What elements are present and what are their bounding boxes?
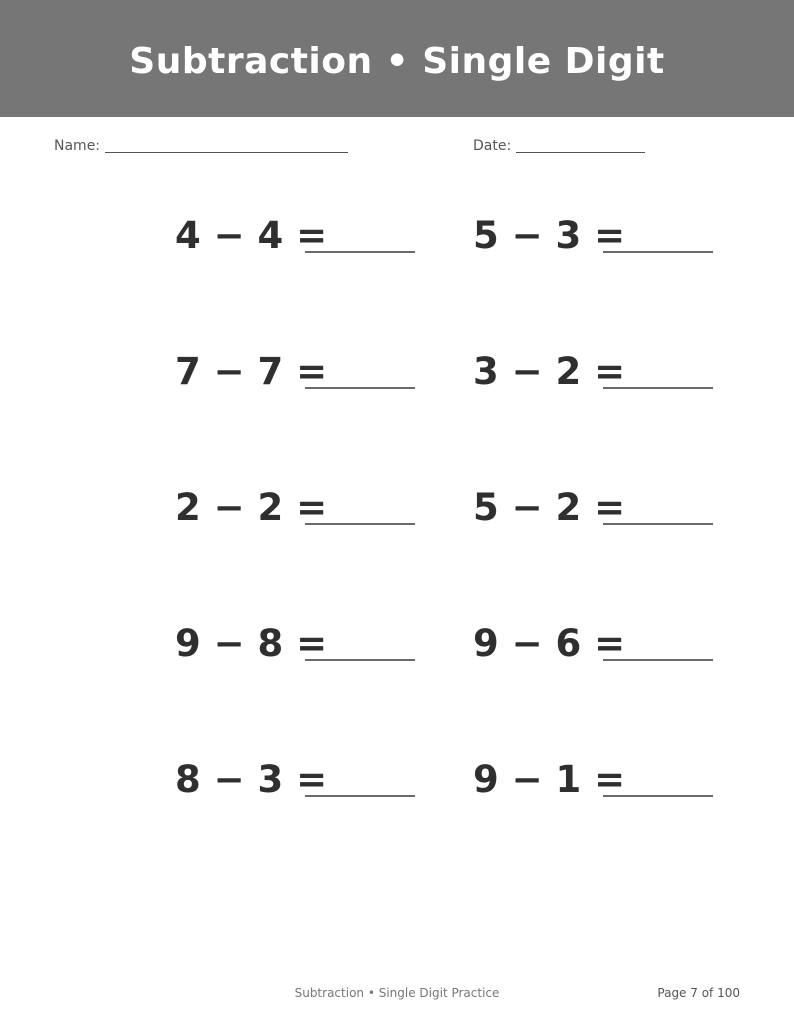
answer-line[interactable]	[603, 251, 713, 253]
problem-expression: 5 − 3 =	[473, 214, 626, 257]
problem-expression: 8 − 3 =	[175, 758, 328, 801]
answer-line[interactable]	[305, 659, 415, 661]
name-input-line[interactable]	[105, 138, 348, 153]
problem-expression: 7 − 7 =	[175, 350, 328, 393]
answer-line[interactable]	[603, 523, 713, 525]
answer-line[interactable]	[305, 387, 415, 389]
answer-line[interactable]	[305, 795, 415, 797]
footer-title: Subtraction • Single Digit Practice	[294, 986, 500, 1000]
problem-expression: 9 − 6 =	[473, 622, 626, 665]
problem-expression: 4 − 4 =	[175, 214, 328, 257]
name-field	[54, 135, 348, 155]
page-number: Page 7 of 100	[657, 986, 740, 1000]
problem-expression: 3 − 2 =	[473, 350, 626, 393]
date-input-line[interactable]	[516, 138, 645, 153]
problem-expression: 9 − 8 =	[175, 622, 328, 665]
date-label: Date:	[473, 138, 512, 154]
date-field	[473, 135, 645, 155]
answer-line[interactable]	[305, 251, 415, 253]
name-label: Name:	[54, 138, 101, 154]
answer-line[interactable]	[305, 523, 415, 525]
problem-expression: 5 − 2 =	[473, 486, 626, 529]
problem-expression: 9 − 1 =	[473, 758, 626, 801]
answer-line[interactable]	[603, 795, 713, 797]
answer-line[interactable]	[603, 659, 713, 661]
answer-line[interactable]	[603, 387, 713, 389]
page-title: Subtraction • Single Digit	[129, 41, 665, 82]
problem-expression: 2 − 2 =	[175, 486, 328, 529]
